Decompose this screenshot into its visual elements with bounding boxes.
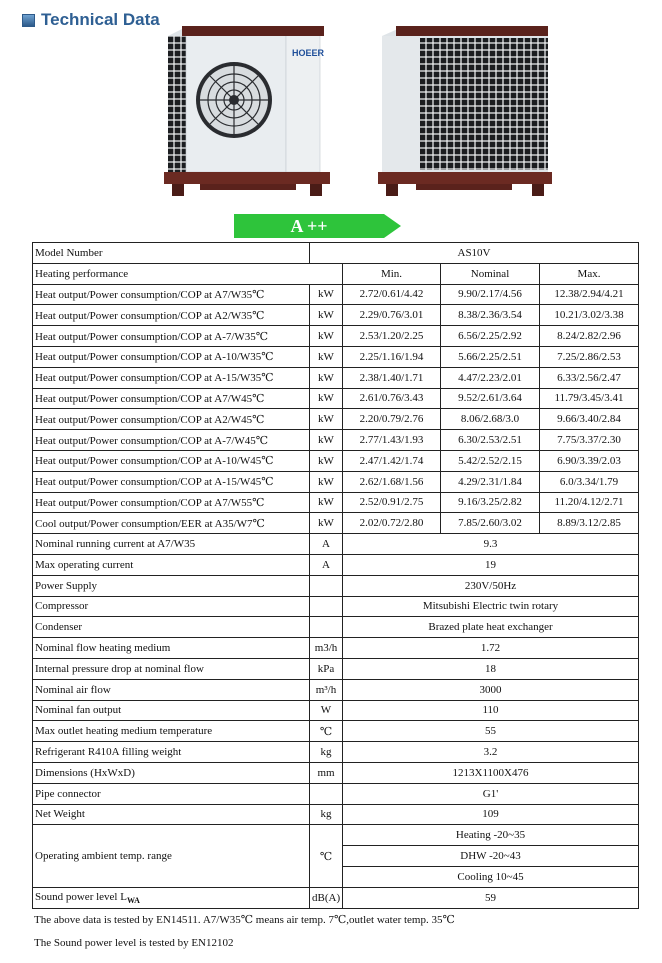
row-unit (310, 596, 343, 617)
row-unit: kW (310, 471, 343, 492)
row-label: Heat output/Power consumption/COP at A7/W45℃ (33, 388, 310, 409)
row-value-max: 11.20/4.12/2.71 (540, 492, 639, 513)
row-value: 1213X1100X476 (343, 762, 639, 783)
footnote-sound-standard: The Sound power level is tested by EN12102 (34, 937, 234, 949)
table-row (33, 721, 639, 742)
row-value: 109 (343, 804, 639, 825)
row-unit: kW (310, 450, 343, 471)
row-unit: kW (310, 284, 343, 305)
section-header (22, 10, 160, 30)
table-row (33, 305, 639, 326)
row-unit: kW (310, 305, 343, 326)
table-row (33, 409, 639, 430)
row-value-min: 2.29/0.76/3.01 (343, 305, 441, 326)
spec-table (32, 242, 639, 909)
row-value-nominal: 8.06/2.68/3.0 (441, 409, 540, 430)
row-value-max: 11.79/3.45/3.41 (540, 388, 639, 409)
row-value: 19 (343, 554, 639, 575)
row-label: Heat output/Power consumption/COP at A-7/W35℃ (33, 326, 310, 347)
footnote-test-standard: The above data is tested by EN14511. A7/W35℃ means air temp. 7℃,outlet water temp. 35℃ (34, 914, 455, 926)
model-label: Model Number (33, 243, 310, 264)
table-row (33, 471, 639, 492)
row-label: Heat output/Power consumption/COP at A7/W35℃ (33, 284, 310, 305)
row-value-nominal: 9.16/3.25/2.82 (441, 492, 540, 513)
ambient-range-value: Heating -20~35 (343, 825, 639, 846)
row-value-min: 2.52/0.91/2.75 (343, 492, 441, 513)
table-row (33, 534, 639, 555)
row-label: Pipe connector (33, 783, 310, 804)
square-bullet-icon (22, 14, 35, 27)
row-value: 18 (343, 658, 639, 679)
row-unit: kPa (310, 658, 343, 679)
table-row (33, 367, 639, 388)
ambient-range-value: Cooling 10~45 (343, 866, 639, 887)
row-unit: kW (310, 513, 343, 534)
heat-pump-front-view (164, 26, 330, 196)
row-unit (310, 617, 343, 638)
row-value: G1' (343, 783, 639, 804)
table-row (33, 243, 639, 264)
sound-power-label-subscript: WA (126, 895, 140, 905)
table-row (33, 825, 639, 846)
row-label: Power Supply (33, 575, 310, 596)
row-value-min: 2.25/1.16/1.94 (343, 346, 441, 367)
table-row (33, 700, 639, 721)
sound-power-label (33, 887, 310, 908)
table-row (33, 513, 639, 534)
brand-logo: HOEER (292, 48, 325, 58)
row-label: Cool output/Power consumption/EER at A35/W7℃ (33, 513, 310, 534)
row-value-max: 6.0/3.34/1.79 (540, 471, 639, 492)
row-value-max: 9.66/3.40/2.84 (540, 409, 639, 430)
row-label: Heat output/Power consumption/COP at A2/W45℃ (33, 409, 310, 430)
row-value-max: 6.90/3.39/2.03 (540, 450, 639, 471)
section-title: Technical Data (41, 10, 160, 29)
row-label: Heat output/Power consumption/COP at A-7/W45℃ (33, 430, 310, 451)
table-row (33, 804, 639, 825)
row-value-min: 2.20/0.79/2.76 (343, 409, 441, 430)
table-row (33, 658, 639, 679)
sound-power-label-text: Sound power level L (35, 890, 127, 903)
table-row (33, 742, 639, 763)
row-label: Compressor (33, 596, 310, 617)
table-row (33, 596, 639, 617)
row-value-nominal: 8.38/2.36/3.54 (441, 305, 540, 326)
row-label: Heat output/Power consumption/COP at A2/W35℃ (33, 305, 310, 326)
table-row (33, 388, 639, 409)
row-label: Nominal fan output (33, 700, 310, 721)
row-value-min: 2.53/1.20/2.25 (343, 326, 441, 347)
row-unit: kW (310, 430, 343, 451)
row-value-nominal: 4.47/2.23/2.01 (441, 367, 540, 388)
table-row (33, 638, 639, 659)
row-unit: m³/h (310, 679, 343, 700)
row-value-nominal: 6.56/2.25/2.92 (441, 326, 540, 347)
row-unit: kW (310, 388, 343, 409)
row-value-min: 2.47/1.42/1.74 (343, 450, 441, 471)
energy-rating-label: A ++ (290, 216, 328, 236)
row-value-nominal: 6.30/2.53/2.51 (441, 430, 540, 451)
row-value: 230V/50Hz (343, 575, 639, 596)
row-value-max: 8.24/2.82/2.96 (540, 326, 639, 347)
row-value-min: 2.62/1.68/1.56 (343, 471, 441, 492)
row-unit (310, 783, 343, 804)
row-unit: mm (310, 762, 343, 783)
row-unit: kW (310, 326, 343, 347)
table-row (33, 887, 639, 908)
row-value-max: 7.75/3.37/2.30 (540, 430, 639, 451)
row-value-min: 2.77/1.43/1.93 (343, 430, 441, 451)
energy-rating-badge (234, 214, 401, 238)
row-value-nominal: 4.29/2.31/1.84 (441, 471, 540, 492)
row-value-min: 2.61/0.76/3.43 (343, 388, 441, 409)
row-unit: W (310, 700, 343, 721)
row-value: 3000 (343, 679, 639, 700)
col-header-nominal: Nominal (441, 263, 540, 284)
sound-power-unit: dB(A) (310, 887, 343, 908)
col-header-max: Max. (540, 263, 639, 284)
table-row (33, 679, 639, 700)
row-value: 110 (343, 700, 639, 721)
row-unit: ℃ (310, 721, 343, 742)
col-header-min: Min. (343, 263, 441, 284)
row-value: Brazed plate heat exchanger (343, 617, 639, 638)
table-row (33, 617, 639, 638)
table-row (33, 450, 639, 471)
table-row (33, 263, 639, 284)
ambient-range-value: DHW -20~43 (343, 846, 639, 867)
row-value-max: 7.25/2.86/2.53 (540, 346, 639, 367)
row-unit: kW (310, 492, 343, 513)
table-row (33, 326, 639, 347)
row-label: Heat output/Power consumption/COP at A7/W55℃ (33, 492, 310, 513)
table-row (33, 554, 639, 575)
row-value-min: 2.02/0.72/2.80 (343, 513, 441, 534)
row-value: 9.3 (343, 534, 639, 555)
row-value-max: 12.38/2.94/4.21 (540, 284, 639, 305)
row-unit: A (310, 534, 343, 555)
row-value: Mitsubishi Electric twin rotary (343, 596, 639, 617)
row-label: Max outlet heating medium temperature (33, 721, 310, 742)
ambient-range-unit: ℃ (310, 825, 343, 887)
ambient-range-label: Operating ambient temp. range (33, 825, 310, 887)
table-row (33, 284, 639, 305)
row-value: 1.72 (343, 638, 639, 659)
row-unit: kW (310, 409, 343, 430)
row-label: Nominal running current at A7/W35 (33, 534, 310, 555)
row-label: Net Weight (33, 804, 310, 825)
model-value: AS10V (310, 243, 639, 264)
table-row (33, 575, 639, 596)
row-label: Heat output/Power consumption/COP at A-10/W45℃ (33, 450, 310, 471)
row-label: Refrigerant R410A filling weight (33, 742, 310, 763)
row-label: Condenser (33, 617, 310, 638)
row-value-max: 10.21/3.02/3.38 (540, 305, 639, 326)
table-row (33, 783, 639, 804)
row-label: Heat output/Power consumption/COP at A-10/W35℃ (33, 346, 310, 367)
row-value: 55 (343, 721, 639, 742)
table-row (33, 492, 639, 513)
row-value-nominal: 5.42/2.52/2.15 (441, 450, 540, 471)
row-value: 3.2 (343, 742, 639, 763)
sound-power-value: 59 (343, 887, 639, 908)
product-photos (160, 22, 555, 202)
table-row (33, 762, 639, 783)
heat-pump-rear-view (378, 26, 552, 196)
table-row (33, 430, 639, 451)
row-label: Dimensions (HxWxD) (33, 762, 310, 783)
row-unit: kW (310, 346, 343, 367)
row-value-nominal: 9.52/2.61/3.64 (441, 388, 540, 409)
row-value-nominal: 5.66/2.25/2.51 (441, 346, 540, 367)
row-label: Internal pressure drop at nominal flow (33, 658, 310, 679)
table-row (33, 346, 639, 367)
row-unit (310, 575, 343, 596)
row-value-max: 8.89/3.12/2.85 (540, 513, 639, 534)
row-unit: m3/h (310, 638, 343, 659)
row-value-nominal: 7.85/2.60/3.02 (441, 513, 540, 534)
row-value-max: 6.33/2.56/2.47 (540, 367, 639, 388)
row-label: Nominal air flow (33, 679, 310, 700)
row-value-min: 2.72/0.61/4.42 (343, 284, 441, 305)
heating-performance-label: Heating performance (33, 263, 343, 284)
row-value-min: 2.38/1.40/1.71 (343, 367, 441, 388)
row-unit: kg (310, 742, 343, 763)
row-label: Heat output/Power consumption/COP at A-15/W35℃ (33, 367, 310, 388)
row-label: Max operating current (33, 554, 310, 575)
row-value-nominal: 9.90/2.17/4.56 (441, 284, 540, 305)
row-unit: A (310, 554, 343, 575)
row-label: Nominal flow heating medium (33, 638, 310, 659)
row-unit: kW (310, 367, 343, 388)
row-unit: kg (310, 804, 343, 825)
row-label: Heat output/Power consumption/COP at A-15/W45℃ (33, 471, 310, 492)
